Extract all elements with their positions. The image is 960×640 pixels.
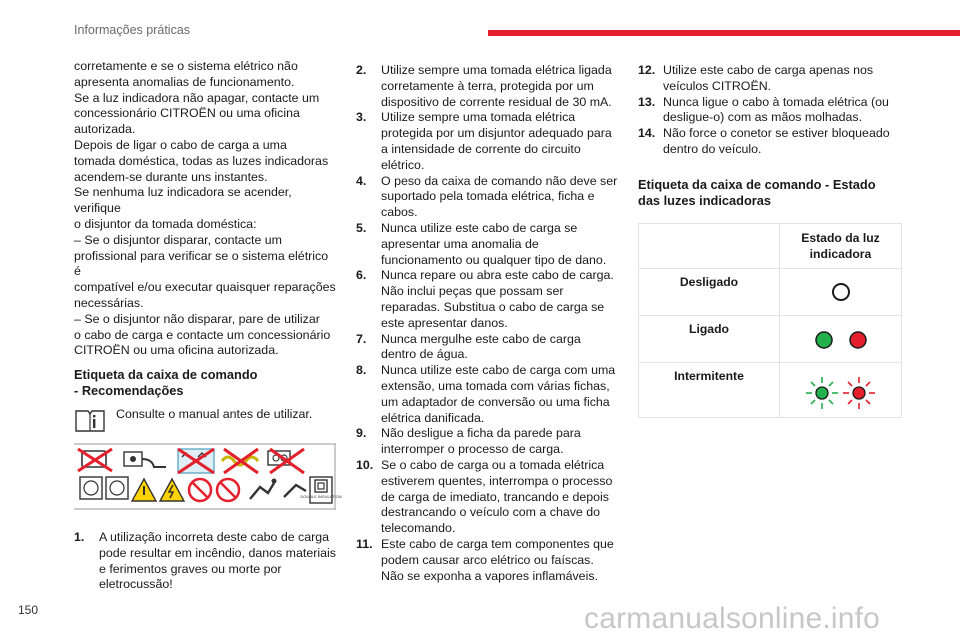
item-text: Nunca repare ou abra este cabo de carga. Não inclui peças que possam ser reparadas. Substitua o cabo de carga se este apresentar danos. (381, 268, 614, 330)
header-accent-bar (488, 30, 960, 36)
item-text: A utilização incorreta deste cabo de carga pode resultar em incêndio, danos materiais e ferimentos graves ou morte por eletrocussão! (99, 529, 336, 592)
table-header-row (639, 223, 902, 268)
info-note (74, 405, 338, 433)
list-item (356, 63, 618, 110)
indicator-status-table (638, 223, 902, 418)
item-number: 14. (638, 126, 656, 141)
item-text: Nunca utilize este cabo de carga se apresentar uma anomalia de funcionamento ou qualquer tipo de dano. (381, 220, 607, 267)
table-row (639, 362, 902, 417)
list-item (356, 268, 618, 331)
item-number: 4. (356, 173, 367, 188)
list-item (638, 63, 900, 95)
table-row (639, 268, 902, 315)
lamp-cell-flashing (780, 362, 902, 417)
lamps-flashing-icon (803, 375, 879, 411)
list-item (356, 458, 618, 537)
lamps-on-icon (806, 328, 876, 352)
lamp-off-icon (830, 281, 852, 303)
item-text: Se o cabo de carga ou a tomada elétrica estiverem quentes, interrompa o processo de carga de imediato, trancando e depois destrancando o veículo com a chave do telecomando. (381, 457, 613, 536)
row-label-off: Desligado (639, 268, 780, 315)
item-number: 9. (356, 426, 367, 441)
list-item (356, 332, 618, 364)
section-heading-indicator-status: Etiqueta da caixa de comando - Estado das luzes indicadoras (638, 176, 876, 208)
column-3 (638, 63, 900, 418)
list-item (356, 110, 618, 173)
item-text: O peso da caixa de comando não deve ser suportado pela tomada elétrica, ficha e cabos. (381, 173, 618, 220)
item-number: 1. (74, 529, 85, 544)
item-text: Utilize este cabo de carga apenas nos veículos CITROËN. (663, 63, 874, 93)
list-item (356, 221, 618, 268)
item-number: 6. (356, 268, 367, 283)
item-text: Utilize sempre uma tomada elétrica protegida por um disjuntor adequado para a intensidade de corrente do circuito elétrico. (381, 110, 612, 172)
list-item (74, 530, 338, 593)
section-heading-recommendations: Etiqueta da caixa de comando - Recomendações (74, 367, 258, 399)
list-item (638, 126, 900, 158)
item-text: Este cabo de carga tem componentes que podem causar arco elétrico ou faíscas. Não se exponha a vapores inflamáveis. (381, 536, 614, 583)
page-number: 150 (18, 603, 39, 617)
manual-info-icon (74, 407, 106, 433)
recommendation-list-col2 (356, 63, 618, 584)
table-corner-cell (639, 223, 780, 268)
item-text: Nunca utilize este cabo de carga com uma extensão, uma tomada com várias fichas, um adaptador de conversão ou uma ficha elétrica danificada. (381, 363, 616, 425)
item-number: 8. (356, 363, 367, 378)
item-text: Utilize sempre uma tomada elétrica ligada corretamente à terra, protegida por um dispositivo de corrente residual de 30 mA. (381, 63, 612, 109)
item-number: 7. (356, 331, 367, 346)
column-header-light-status: Estado da luz indicadora (780, 223, 902, 268)
double-insulation-label: DOUBLE INSULATION (300, 494, 342, 500)
table-row (639, 315, 902, 362)
item-number: 12. (638, 63, 656, 77)
row-label-flashing: Intermitente (639, 362, 780, 417)
item-number: 5. (356, 220, 367, 235)
recommendation-list-col3 (638, 63, 900, 158)
lamp-cell-on (780, 315, 902, 362)
recommendation-list-col1 (74, 530, 338, 593)
item-text: Não desligue a ficha da parede para interromper o processo de carga. (381, 426, 581, 457)
item-number: 10. (356, 457, 374, 472)
item-text: Nunca mergulhe este cabo de carga dentro de água. (381, 331, 581, 362)
item-number: 2. (356, 63, 367, 77)
column-1 (74, 59, 342, 593)
list-item (356, 363, 618, 426)
info-note-text: Consulte o manual antes de utilizar. (116, 407, 313, 422)
row-label-on: Ligado (639, 315, 780, 362)
watermark: carmanualsonline.info (584, 602, 881, 635)
list-item (356, 537, 618, 584)
list-item (638, 95, 900, 127)
lamp-cell-off (780, 268, 902, 315)
warning-pictograms-image (74, 443, 342, 511)
list-item (356, 426, 618, 458)
intro-paragraph: corretamente e se o sistema elétrico não apresenta anomalias de funcionamento. Se a luz indicadora não apagar, contacte um concessionário CITROËN ou uma oficina autorizada. Depois de ligar o cabo de carga a uma tomada doméstica, todas as luzes indicadoras acendem-se durante uns instantes. Se nenhuma luz indicadora se acender, verifique o disjuntor da tomada doméstica: – Se o disjuntor disparar, contacte um profissional para verificar se o sistema elétrico é compatível e/ou executar quaisquer reparações necessárias. – Se o disjuntor não disparar, pare de utilizar o cabo de carga e contacte um concessionário CITROËN ou uma oficina autorizada. (74, 59, 336, 358)
item-text: Não force o conetor se estiver bloqueado dentro do veículo. (663, 126, 890, 156)
item-text: Nunca ligue o cabo à tomada elétrica (ou desligue-o) com as mãos molhadas. (663, 94, 889, 125)
item-number: 3. (356, 110, 367, 125)
item-number: 11. (356, 536, 373, 551)
list-item (356, 174, 618, 221)
column-2 (356, 63, 618, 584)
item-number: 13. (638, 94, 656, 109)
running-header: Informações práticas (74, 23, 191, 37)
